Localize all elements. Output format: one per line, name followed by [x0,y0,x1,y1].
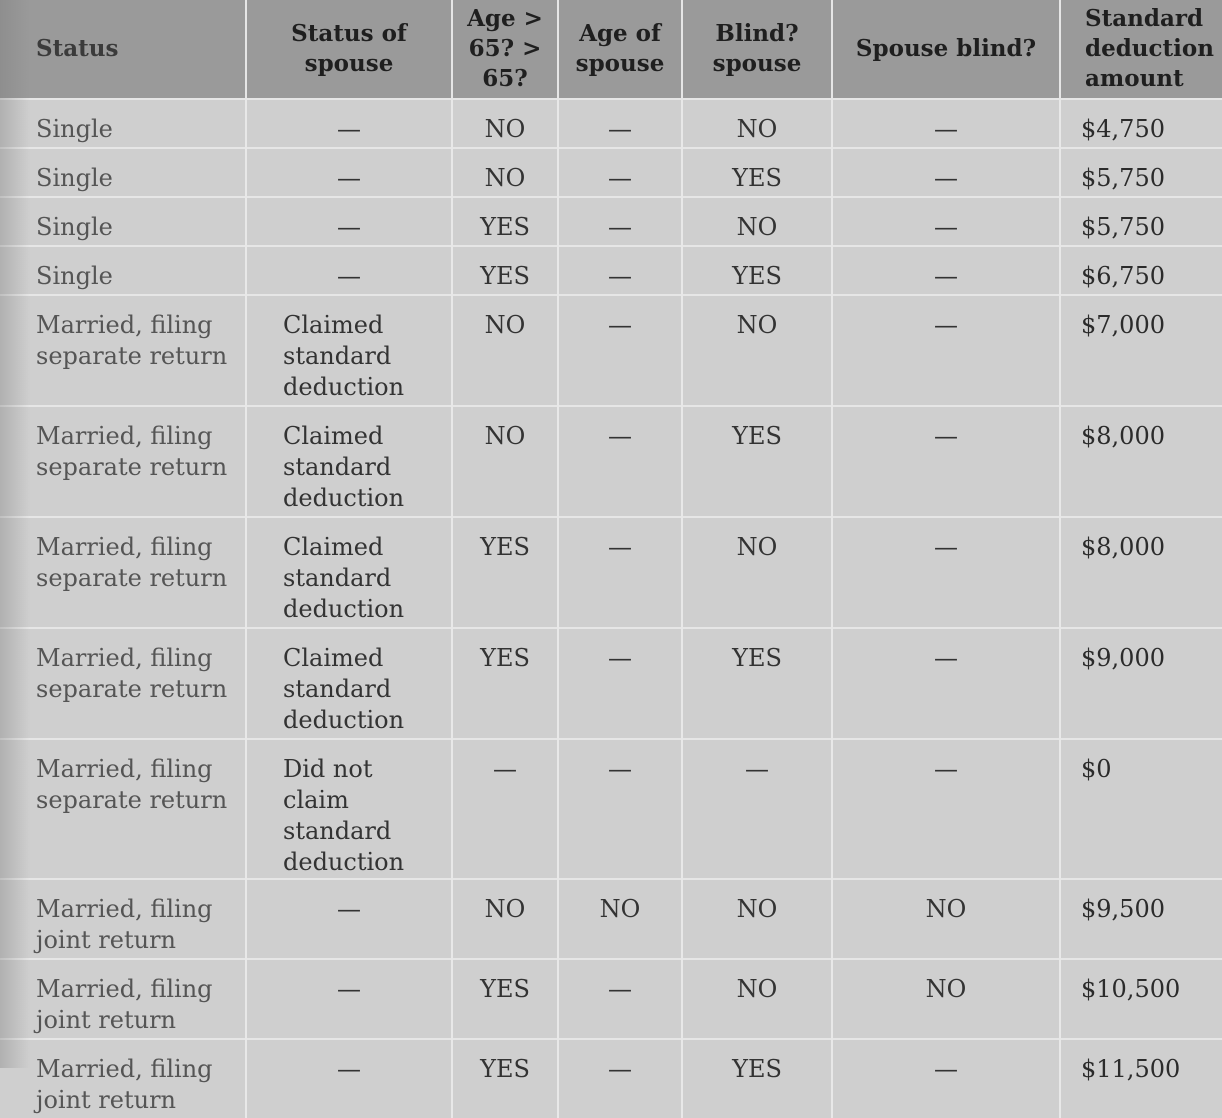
header-status-of-spouse: Status of spouse [246,0,452,99]
cell-age-over-65: YES [452,959,558,1039]
cell-deduction-amount: $7,000 [1060,295,1222,406]
cell-status-of-spouse: — [246,148,452,197]
cell-spouse-blind: — [832,99,1060,148]
cell-status: Single [0,246,246,295]
cell-status: Single [0,197,246,246]
table-row [0,295,1222,406]
cell-blind: NO [682,517,832,628]
header-row [0,0,1222,99]
cell-age-of-spouse: — [558,739,682,879]
cell-status-of-spouse: — [246,1039,452,1118]
cell-age-over-65: NO [452,406,558,517]
cell-age-of-spouse: — [558,295,682,406]
cell-age-of-spouse: — [558,197,682,246]
cell-status-of-spouse: Claimed standard deduction [246,406,452,517]
cell-age-of-spouse: — [558,148,682,197]
cell-deduction-amount: $0 [1060,739,1222,879]
cell-status-of-spouse: — [246,197,452,246]
header-age-of-spouse: Age of spouse [558,0,682,99]
cell-blind: YES [682,406,832,517]
header-standard-deduction-amount: Standard deduction amount [1060,0,1222,99]
cell-status-of-spouse: Claimed standard deduction [246,628,452,739]
cell-deduction-amount: $8,000 [1060,406,1222,517]
cell-spouse-blind: — [832,246,1060,295]
cell-age-of-spouse: — [558,246,682,295]
cell-age-of-spouse: — [558,406,682,517]
table-row [0,406,1222,517]
table-body [0,99,1222,1118]
cell-blind: NO [682,295,832,406]
table-row [0,517,1222,628]
cell-age-of-spouse: — [558,99,682,148]
header-blind-spouse: Blind? spouse [682,0,832,99]
cell-spouse-blind: NO [832,959,1060,1039]
cell-age-of-spouse: NO [558,879,682,959]
cell-age-over-65: NO [452,295,558,406]
cell-spouse-blind: — [832,406,1060,517]
cell-status-of-spouse: — [246,879,452,959]
cell-blind: NO [682,197,832,246]
table-row [0,148,1222,197]
cell-spouse-blind: — [832,148,1060,197]
table-row [0,99,1222,148]
cell-age-over-65: YES [452,1039,558,1118]
header-age-over-65: Age > 65? > 65? [452,0,558,99]
table-row [0,628,1222,739]
cell-age-of-spouse: — [558,1039,682,1118]
cell-spouse-blind: — [832,628,1060,739]
cell-status-of-spouse: Did not claim standard deduction [246,739,452,879]
table-header [0,0,1222,99]
cell-age-over-65: YES [452,246,558,295]
cell-status: Married, filing separate return [0,628,246,739]
cell-spouse-blind: NO [832,879,1060,959]
cell-blind: NO [682,879,832,959]
cell-age-over-65: YES [452,628,558,739]
cell-status-of-spouse: — [246,99,452,148]
cell-status: Single [0,99,246,148]
cell-deduction-amount: $9,500 [1060,879,1222,959]
table-row [0,197,1222,246]
cell-status: Married, filing joint return [0,959,246,1039]
cell-age-over-65: NO [452,99,558,148]
cell-status: Married, filing joint return [0,879,246,959]
cell-deduction-amount: $4,750 [1060,99,1222,148]
cell-status: Married, filing separate return [0,295,246,406]
cell-deduction-amount: $5,750 [1060,197,1222,246]
cell-age-over-65: — [452,739,558,879]
table-row [0,959,1222,1039]
cell-spouse-blind: — [832,517,1060,628]
cell-blind: YES [682,628,832,739]
cell-blind: NO [682,959,832,1039]
table-row [0,879,1222,959]
cell-status-of-spouse: — [246,246,452,295]
table-row [0,246,1222,295]
cell-age-of-spouse: — [558,517,682,628]
cell-status: Single [0,148,246,197]
cell-status: Married, filing separate return [0,517,246,628]
cell-spouse-blind: — [832,197,1060,246]
cell-deduction-amount: $6,750 [1060,246,1222,295]
cell-deduction-amount: $5,750 [1060,148,1222,197]
header-spouse-blind: Spouse blind? [832,0,1060,99]
cell-age-of-spouse: — [558,959,682,1039]
header-status: Status [0,0,246,99]
cell-status-of-spouse: Claimed standard deduction [246,517,452,628]
cell-status-of-spouse: — [246,959,452,1039]
cell-age-over-65: YES [452,197,558,246]
cell-age-over-65: NO [452,879,558,959]
cell-age-of-spouse: — [558,628,682,739]
cell-blind: NO [682,99,832,148]
cell-status: Married, filing joint return [0,1039,246,1118]
cell-deduction-amount: $9,000 [1060,628,1222,739]
cell-status: Married, filing separate return [0,739,246,879]
cell-deduction-amount: $8,000 [1060,517,1222,628]
cell-spouse-blind: — [832,739,1060,879]
cell-spouse-blind: — [832,1039,1060,1118]
cell-deduction-amount: $11,500 [1060,1039,1222,1118]
table-row [0,1039,1222,1118]
cell-deduction-amount: $10,500 [1060,959,1222,1039]
cell-spouse-blind: — [832,295,1060,406]
cell-blind: YES [682,148,832,197]
table-row [0,739,1222,879]
cell-status-of-spouse: Claimed standard deduction [246,295,452,406]
cell-status: Married, filing separate return [0,406,246,517]
cell-blind: YES [682,246,832,295]
cell-blind: — [682,739,832,879]
cell-blind: YES [682,1039,832,1118]
cell-age-over-65: NO [452,148,558,197]
cell-age-over-65: YES [452,517,558,628]
